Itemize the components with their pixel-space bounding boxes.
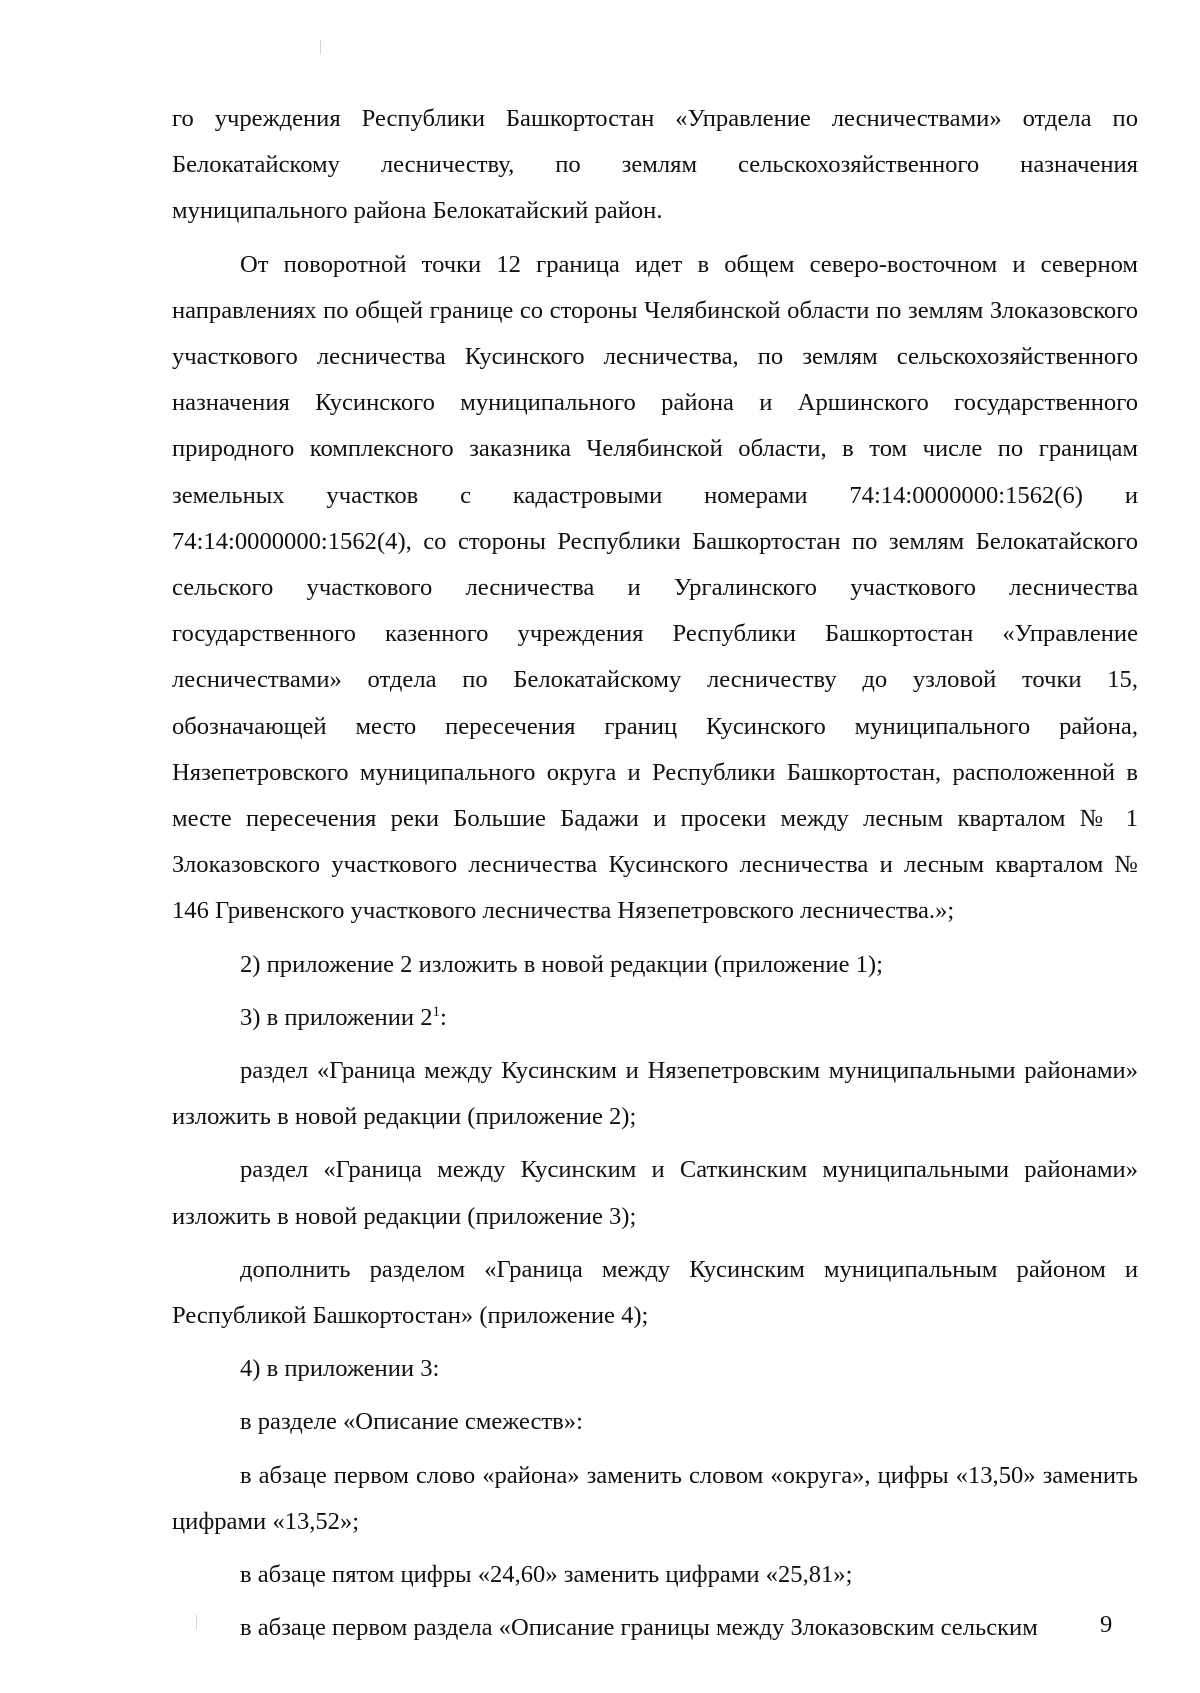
paragraph-2: От поворотной точки 12 граница идет в общем северо-восточном и северном направлениях по общей границе со стороны Челябинской области по землям Злоказовского участкового лесничества Кусинского лесничества, по землям сельскохозяйственного назначения Кусинского муниципального района и Аршинского государственного природного комплексного заказника Челябинской области, в том числе по границам земельных участков с кадастровыми номерами 74:14:0000000:1562(6) и 74:14:0000000:1562(4), со стороны Республики Башкортостан по землям Белокатайского сельского участкового лесничества и Ургалинского участкового лесничества государственного казенного учреждения Республики Башкортостан «Управление лесничествами» отдела по Белокатайскому лесничеству до узловой точки 15, обозначающей место пересечения границ Кусинского муниципального района, Нязепетровского муниципального округа и Республики Башкортостан, расположенной в месте пересечения реки Большие Бадажи и просеки между лесным кварталом № 1 Злоказовского участкового лесничества Кусинского лесничества и лесным кварталом № 146 Гривенского участкового лесничества Нязепетровского лесничества.»; <box>172 250 1138 925</box>
paragraph-7: дополнить разделом «Граница между Кусинским муниципальным районом и Республикой Башкортостан» (приложение 4); <box>172 1255 1138 1330</box>
paragraph-1: го учреждения Республики Башкортостан «Управление лесничествами» отдела по Белокатайскому лесничеству, по землям сельскохозяйственного назначения муниципального района Белокатайский район. <box>172 105 1138 225</box>
paragraph-4-colon: : <box>440 1003 447 1031</box>
page-number: 9 <box>1100 1611 1113 1638</box>
paragraph-9: в разделе «Описание смежеств»: <box>240 1408 583 1436</box>
scan-artifact-bottom <box>196 1615 197 1629</box>
paragraph-11: в абзаце пятом цифры «24,60» заменить цифрами «25,81»; <box>240 1561 853 1589</box>
paragraph-8: 4) в приложении 3: <box>240 1355 440 1383</box>
paragraph-12: в абзаце первом раздела «Описание границы между Злоказовским сельским <box>240 1614 1038 1642</box>
paragraph-4 <box>172 995 1138 1041</box>
paragraph-10: в абзаце первом слово «района» заменить словом «округа», цифры «13,50» заменить цифрами «13,52»; <box>172 1461 1138 1535</box>
scan-artifact-top <box>320 40 321 54</box>
paragraph-4-superscript: 1 <box>432 1003 440 1020</box>
paragraph-6: раздел «Граница между Кусинским и Саткинским муниципальными районами» изложить в новой редакции (приложение 3); <box>172 1156 1138 1230</box>
paragraph-3: 2) приложение 2 изложить в новой редакции (приложение 1); <box>240 950 883 978</box>
paragraph-5: раздел «Граница между Кусинским и Нязепетровским муниципальными районами» изложить в новой редакции (приложение 2); <box>172 1057 1138 1131</box>
document-body <box>172 96 1138 1652</box>
paragraph-4-text: 3) в приложении 2 <box>240 1003 433 1031</box>
